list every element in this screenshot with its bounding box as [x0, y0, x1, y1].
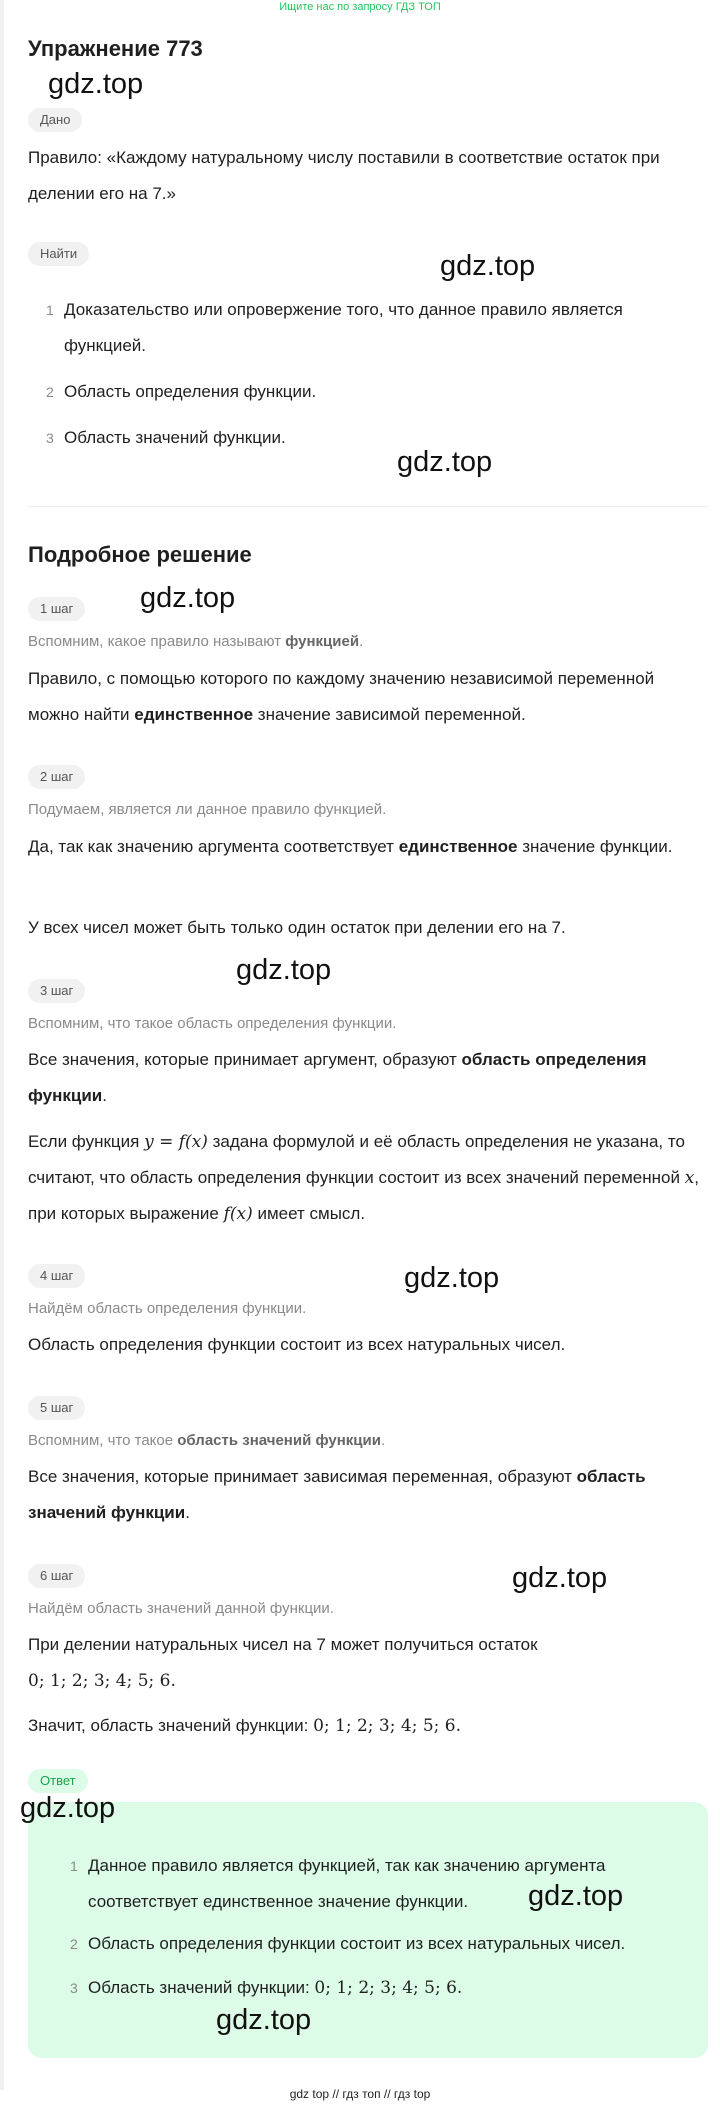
step-text: Все значения, которые принимает зависимая переменная, образуют область значений функции.: [28, 1467, 646, 1522]
watermark: gdz.top: [20, 1792, 116, 1824]
step-hint: Вспомним, какое правило называют функцией.: [28, 633, 364, 650]
answer-chip: Ответ: [28, 1769, 88, 1793]
step-hint: Найдём область определения функции.: [28, 1300, 307, 1317]
step-text: У всех чисел может быть только один остаток при делении его на 7.: [28, 918, 566, 937]
list-item-text: Область определения функции состоит из всех натуральных чисел.: [88, 1934, 626, 1953]
step-text: Правило, с помощью которого по каждому значению независимой переменной можно найти единственное значение зависимой переменной.: [28, 669, 655, 724]
watermark: gdz.top: [404, 1262, 500, 1294]
answer-box: [28, 1802, 708, 2058]
list-number: 3: [46, 430, 54, 446]
step-text: Все значения, которые принимает аргумент, образуют область определения функции.: [28, 1050, 647, 1105]
footer-links[interactable]: gdz top // гдз топ // гдз top: [289, 2087, 431, 2101]
watermark: gdz.top: [140, 582, 236, 614]
step-chip: 6 шаг: [28, 1564, 85, 1588]
step-hint: Вспомним, что такое область определения функции.: [28, 1015, 397, 1032]
list-item-text: Данное правило является функцией, так как значению аргумента соответствует единственное значение функции.: [88, 1856, 606, 1911]
step-text: При делении натуральных чисел на 7 может получиться остаток: [28, 1635, 538, 1654]
watermark: gdz.top: [397, 446, 493, 478]
list-item-text: Область определения функции.: [64, 382, 317, 401]
list-item-text: Доказательство или опровержение того, что данное правило является функцией.: [64, 300, 623, 355]
given-text: Правило: «Каждому натуральному числу поставили в соответствие остаток при делении его на 7.»: [28, 148, 660, 203]
list-number: 2: [46, 384, 54, 400]
step-text: Значит, область значений функции: 0; 1; 2; 3; 4; 5; 6.: [28, 1716, 461, 1736]
watermark: gdz.top: [440, 250, 536, 282]
formula: x: [684, 1168, 695, 1188]
step-hint: Найдём область значений данной функции.: [28, 1600, 334, 1617]
step-text: Да, так как значению аргумента соответствует единственное значение функции.: [28, 837, 673, 856]
list-item-text: Область значений функции: 0; 1; 2; 3; 4; 5; 6.: [88, 1978, 463, 1998]
formula: 0; 1; 2; 3; 4; 5; 6.: [28, 1671, 176, 1691]
watermark: gdz.top: [236, 954, 332, 986]
watermark: gdz.top: [528, 1880, 624, 1912]
step-text: Если функция y = f(x) задана формулой и её область определения не указана, то считают, что область определения функции состоит из всех значений переменной x, при которых выражение f(x) имеет смысл.: [28, 1132, 700, 1224]
left-border: [0, 0, 4, 2090]
formula: y = f(x): [144, 1132, 208, 1152]
step-chip: 3 шаг: [28, 979, 85, 1003]
list-number: 1: [46, 302, 54, 318]
list-item: [28, 292, 688, 364]
page-title: Упражнение 773: [28, 36, 203, 61]
step-chip: 4 шаг: [28, 1264, 85, 1288]
step-chip: 1 шаг: [28, 597, 85, 621]
list-item-text: Область значений функции.: [64, 428, 286, 447]
watermark: gdz.top: [216, 2004, 312, 2036]
formula: 0; 1; 2; 3; 4; 5; 6.: [313, 1716, 461, 1736]
formula: 0; 1; 2; 3; 4; 5; 6.: [314, 1978, 463, 1998]
list-number: 2: [70, 1936, 78, 1952]
step-text: Область определения функции состоит из всех натуральных чисел.: [28, 1335, 566, 1354]
list-number: 1: [70, 1858, 78, 1874]
divider: [28, 506, 708, 507]
step-chip: 5 шаг: [28, 1396, 85, 1420]
step-hint: Подумаем, является ли данное правило функцией.: [28, 801, 387, 818]
top-banner[interactable]: Ищите нас по запросу ГДЗ ТОП: [279, 1, 441, 13]
step-hint: Вспомним, что такое область значений функции.: [28, 1432, 386, 1449]
step-chip: 2 шаг: [28, 765, 85, 789]
find-chip: Найти: [28, 242, 89, 266]
given-chip: Дано: [28, 108, 82, 132]
formula: f(x): [223, 1204, 253, 1224]
list-number: 3: [70, 1980, 78, 1996]
solution-title: Подробное решение: [28, 542, 252, 567]
watermark: gdz.top: [512, 1562, 608, 1594]
watermark: gdz.top: [48, 68, 144, 100]
